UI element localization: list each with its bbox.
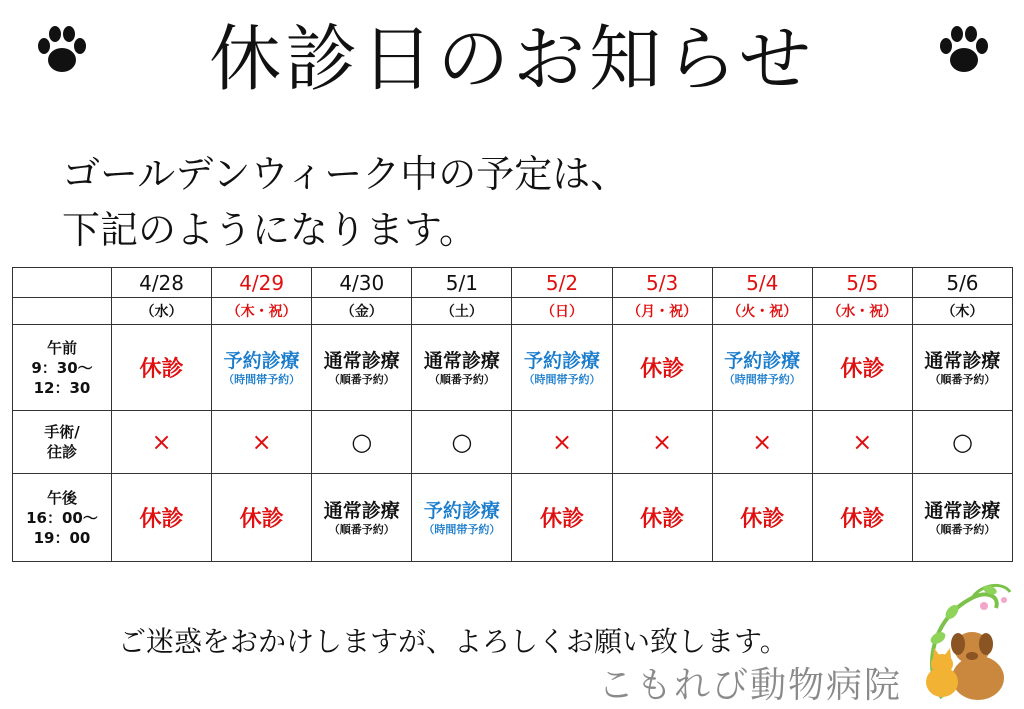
morning-time-end: 12：30: [33, 378, 91, 397]
reservation-cell: [212, 325, 312, 411]
day-of-week-cell: （木・祝）: [212, 298, 312, 325]
surgery-row-label: [13, 411, 112, 474]
date-cell: 4/30: [312, 268, 412, 298]
date-cell: 5/2: [512, 268, 612, 298]
unavailable-mark: ×: [652, 428, 673, 456]
available-mark: ○: [351, 428, 373, 456]
date-cell: 5/1: [412, 268, 512, 298]
regular-label: 通常診療: [323, 349, 400, 372]
available-mark: ○: [451, 428, 473, 456]
afternoon-time-start: 16：00～: [26, 508, 98, 527]
regular-cell: [412, 325, 512, 411]
closed-label: 休診: [740, 507, 785, 532]
day-of-week-cell: （月・祝）: [612, 298, 712, 325]
closed-label: 休診: [139, 357, 184, 382]
surgery-visit-row: [13, 411, 1013, 474]
closed-cell: [212, 474, 312, 562]
closed-cell: [112, 325, 212, 411]
closed-label: 休診: [139, 507, 184, 532]
surgery-label: 手術/: [44, 423, 80, 441]
surgery-availability-cell: [612, 411, 712, 474]
corner-cell: [13, 298, 112, 325]
closed-label: 休診: [640, 357, 685, 382]
regular-cell: [312, 474, 412, 562]
regular-label: 通常診療: [924, 499, 1001, 522]
regular-cell: [912, 474, 1012, 562]
booking-type-note: （時間帯予約）: [423, 522, 501, 536]
reservation-label: 予約診療: [523, 349, 600, 372]
surgery-availability-cell: [912, 411, 1012, 474]
closed-label: 休診: [239, 507, 284, 532]
morning-label: 午前: [46, 338, 77, 357]
reservation-label: 予約診療: [423, 499, 500, 522]
regular-label: 通常診療: [423, 349, 500, 372]
regular-label: 通常診療: [323, 499, 400, 522]
afternoon-time-end: 19：00: [33, 528, 91, 547]
day-of-week-cell: （日）: [512, 298, 612, 325]
booking-type-note: （順番予約）: [328, 522, 395, 536]
apology-message: ご迷惑をおかけしますが、よろしくお願い致します。: [118, 625, 788, 658]
unavailable-mark: ×: [852, 428, 873, 456]
intro-line-2: 下記のようになります。: [62, 208, 477, 252]
surgery-availability-cell: [212, 411, 312, 474]
date-cell: 5/5: [812, 268, 912, 298]
unavailable-mark: ×: [551, 428, 573, 456]
closed-cell: [712, 474, 812, 562]
closed-cell: [612, 325, 712, 411]
unavailable-mark: ×: [151, 428, 172, 456]
booking-type-note: （順番予約）: [929, 522, 996, 536]
closed-cell: [812, 325, 912, 411]
day-of-week-row: [13, 298, 1013, 325]
holiday-schedule-table: [12, 267, 1013, 562]
surgery-availability-cell: [412, 411, 512, 474]
reservation-cell: [512, 325, 612, 411]
surgery-availability-cell: [812, 411, 912, 474]
unavailable-mark: ×: [752, 428, 773, 456]
date-cell: 5/4: [712, 268, 812, 298]
booking-type-note: （時間帯予約）: [223, 372, 301, 386]
regular-label: 通常診療: [924, 349, 1001, 372]
morning-time-start: 9：30～: [31, 358, 93, 377]
surgery-availability-cell: [312, 411, 412, 474]
closed-cell: [812, 474, 912, 562]
surgery-availability-cell: [512, 411, 612, 474]
day-of-week-cell: （金）: [312, 298, 412, 325]
dog-cat-vine-illustration: [912, 578, 1016, 704]
closed-label: 休診: [539, 507, 584, 532]
date-cell: 5/6: [912, 268, 1012, 298]
reservation-label: 予約診療: [724, 349, 801, 372]
intro-line-1: ゴールデンウィーク中の予定は、: [62, 152, 629, 196]
date-cell: 5/3: [612, 268, 712, 298]
morning-row: [13, 325, 1013, 411]
day-of-week-cell: （土）: [412, 298, 512, 325]
day-of-week-cell: （水・祝）: [812, 298, 912, 325]
booking-type-note: （順番予約）: [328, 372, 395, 386]
closed-cell: [512, 474, 612, 562]
date-row: [13, 268, 1013, 298]
day-of-week-cell: （木）: [912, 298, 1012, 325]
corner-cell: [13, 268, 112, 298]
afternoon-row: [13, 474, 1013, 562]
surgery-availability-cell: [712, 411, 812, 474]
booking-type-note: （順番予約）: [929, 372, 996, 386]
date-cell: 4/28: [112, 268, 212, 298]
closed-label: 休診: [840, 357, 885, 382]
date-cell: 4/29: [212, 268, 312, 298]
available-mark: ○: [951, 428, 973, 456]
closed-cell: [112, 474, 212, 562]
closed-label: 休診: [640, 507, 685, 532]
regular-cell: [312, 325, 412, 411]
unavailable-mark: ×: [251, 428, 272, 456]
reservation-label: 予約診療: [223, 349, 300, 372]
day-of-week-cell: （火・祝）: [712, 298, 812, 325]
closed-cell: [612, 474, 712, 562]
house-call-label: 往診: [46, 443, 77, 461]
regular-cell: [912, 325, 1012, 411]
clinic-name: こもれび動物病院: [598, 665, 903, 706]
afternoon-row-label: [13, 474, 112, 562]
surgery-availability-cell: [112, 411, 212, 474]
morning-row-label: [13, 325, 112, 411]
day-of-week-cell: （水）: [112, 298, 212, 325]
booking-type-note: （時間帯予約）: [723, 372, 801, 386]
booking-type-note: （時間帯予約）: [523, 372, 601, 386]
page-title: 休診日のお知らせ: [209, 17, 815, 101]
closed-label: 休診: [840, 507, 885, 532]
afternoon-label: 午後: [46, 488, 77, 507]
reservation-cell: [412, 474, 512, 562]
booking-type-note: （順番予約）: [428, 372, 495, 386]
reservation-cell: [712, 325, 812, 411]
